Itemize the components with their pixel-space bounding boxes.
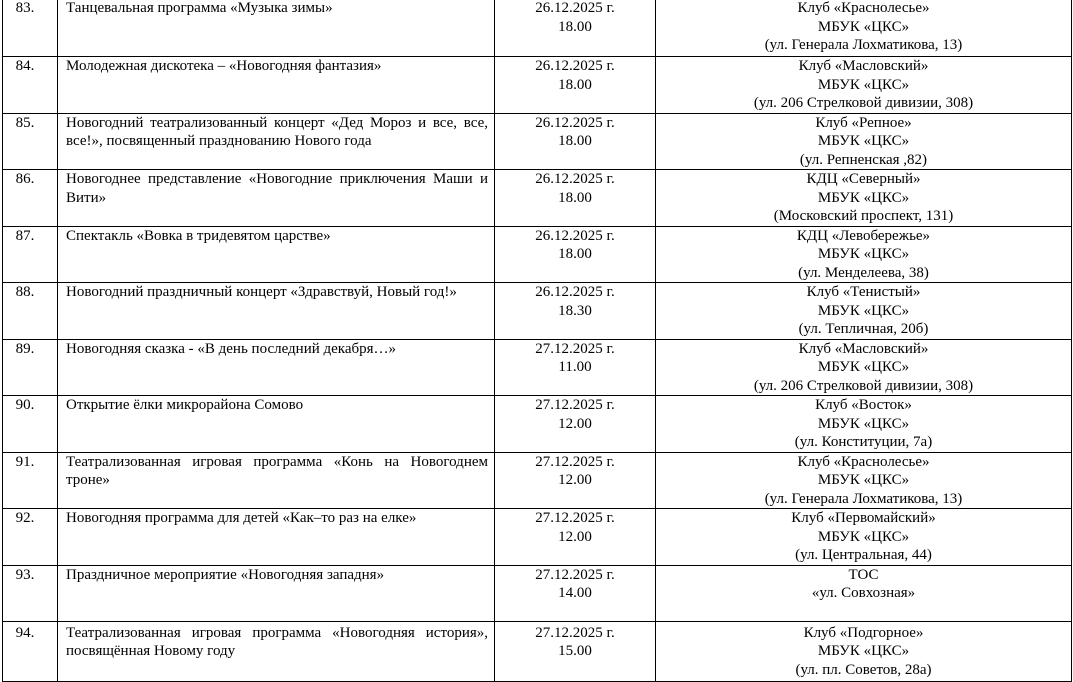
event-time: 18.30 bbox=[558, 302, 592, 319]
event-venue bbox=[656, 113, 1072, 170]
events-table-body bbox=[3, 0, 1072, 681]
venue-line: МБУК «ЦКС» bbox=[817, 189, 910, 206]
venue-line: МБУК «ЦКС» bbox=[817, 302, 910, 319]
event-time: 18.00 bbox=[558, 189, 592, 206]
venue-line: Клуб «Первомайский» bbox=[791, 510, 936, 526]
row-number: 87. bbox=[3, 226, 58, 283]
venue-line: (ул. Центральная, 44) bbox=[795, 547, 932, 563]
table-row bbox=[3, 170, 1072, 227]
event-name: Открытие ёлки микрорайона Сомово bbox=[58, 396, 495, 453]
event-name: Новогодний праздничный концерт «Здравствуй, Новый год!» bbox=[58, 283, 495, 340]
row-number: 90. bbox=[3, 396, 58, 453]
event-datetime bbox=[495, 113, 656, 170]
event-name: Молодежная дискотека – «Новогодняя фантазия» bbox=[58, 57, 495, 114]
venue-line: КДЦ «Северный» bbox=[806, 171, 921, 187]
venue-line: МБУК «ЦКС» bbox=[817, 472, 910, 488]
event-venue bbox=[656, 283, 1072, 340]
table-row bbox=[3, 565, 1072, 621]
row-number: 83. bbox=[3, 0, 58, 57]
venue-line: Клуб «Подгорное» bbox=[803, 624, 924, 641]
event-name: Театрализованная игровая программа «Конь на Новогоднем троне» bbox=[58, 452, 495, 509]
event-time: 18.00 bbox=[558, 246, 592, 262]
event-date: 26.12.2025 г. bbox=[535, 0, 615, 16]
event-time: 18.00 bbox=[558, 133, 592, 149]
event-datetime bbox=[495, 621, 656, 681]
venue-line: Клуб «Масловский» bbox=[798, 340, 929, 357]
event-time: 11.00 bbox=[558, 359, 592, 375]
venue-line: Клуб «Краснолесье» bbox=[797, 0, 930, 16]
venue-line: МБУК «ЦКС» bbox=[817, 415, 910, 432]
table-row bbox=[3, 396, 1072, 453]
venue-line: Клуб «Масловский» bbox=[798, 58, 929, 74]
venue-line: МБУК «ЦКС» bbox=[817, 76, 910, 93]
table-row bbox=[3, 339, 1072, 396]
event-date: 27.12.2025 г. bbox=[535, 340, 615, 357]
event-date: 27.12.2025 г. bbox=[535, 397, 615, 413]
event-venue bbox=[656, 57, 1072, 114]
venue-line: МБУК «ЦКС» bbox=[817, 18, 910, 35]
event-date: 27.12.2025 г. bbox=[535, 566, 615, 583]
event-datetime bbox=[495, 396, 656, 453]
event-name: Танцевальная программа «Музыка зимы» bbox=[58, 0, 495, 57]
event-venue bbox=[656, 452, 1072, 509]
row-number: 85. bbox=[3, 113, 58, 170]
venue-line: ТОС bbox=[848, 566, 879, 583]
event-venue bbox=[656, 0, 1072, 57]
row-number: 88. bbox=[3, 283, 58, 340]
event-datetime bbox=[495, 283, 656, 340]
venue-line: (ул. Генерала Лохматикова, 13) bbox=[764, 37, 963, 53]
table-row bbox=[3, 452, 1072, 509]
venue-line: МБУК «ЦКС» bbox=[817, 246, 910, 262]
event-venue bbox=[656, 565, 1072, 621]
event-datetime bbox=[495, 170, 656, 227]
row-number: 91. bbox=[3, 452, 58, 509]
venue-line: (ул. Менделеева, 38) bbox=[798, 264, 929, 281]
table-row bbox=[3, 57, 1072, 114]
event-venue bbox=[656, 621, 1072, 681]
event-name: Театрализованная игровая программа «Новогодняя история», посвящённая Новому году bbox=[58, 621, 495, 681]
event-time: 15.00 bbox=[558, 643, 592, 659]
venue-line: КДЦ «Левобережье» bbox=[796, 227, 931, 244]
venue-line: (ул. Генерала Лохматикова, 13) bbox=[764, 490, 963, 507]
event-venue bbox=[656, 396, 1072, 453]
event-time: 12.00 bbox=[558, 528, 592, 545]
event-datetime bbox=[495, 452, 656, 509]
event-time: 14.00 bbox=[558, 585, 592, 601]
venue-line: (ул. Тепличная, 20б) bbox=[798, 321, 929, 337]
event-time: 18.00 bbox=[558, 18, 592, 35]
table-row bbox=[3, 226, 1072, 283]
event-date: 26.12.2025 г. bbox=[535, 227, 615, 244]
event-date: 26.12.2025 г. bbox=[535, 114, 615, 131]
event-name: Спектакль «Вовка в тридевятом царстве» bbox=[58, 226, 495, 283]
event-time: 12.00 bbox=[558, 415, 592, 432]
venue-line: МБУК «ЦКС» bbox=[817, 643, 910, 659]
event-date: 27.12.2025 г. bbox=[535, 510, 615, 526]
event-venue bbox=[656, 170, 1072, 227]
venue-line: «ул. Совхозная» bbox=[811, 585, 916, 601]
event-datetime bbox=[495, 0, 656, 57]
event-name: Новогодняя сказка - «В день последний декабря…» bbox=[58, 339, 495, 396]
venue-line: Клуб «Восток» bbox=[815, 397, 912, 413]
table-row bbox=[3, 509, 1072, 566]
row-number: 89. bbox=[3, 339, 58, 396]
row-number: 93. bbox=[3, 565, 58, 621]
event-name: Праздничное мероприятие «Новогодняя западня» bbox=[58, 565, 495, 621]
events-table bbox=[2, 0, 1072, 682]
event-datetime bbox=[495, 509, 656, 566]
event-name: Новогодняя программа для детей «Как–то раз на елке» bbox=[58, 509, 495, 566]
row-number: 86. bbox=[3, 170, 58, 227]
event-venue bbox=[656, 226, 1072, 283]
event-date: 26.12.2025 г. bbox=[535, 171, 615, 187]
table-row bbox=[3, 0, 1072, 57]
event-time: 18.00 bbox=[558, 76, 592, 93]
table-row bbox=[3, 113, 1072, 170]
event-name: Новогодний театрализованный концерт «Дед Мороз и все, все, все!», посвященный празднованию Нового года bbox=[58, 113, 495, 170]
venue-line: МБУК «ЦКС» bbox=[817, 528, 910, 545]
row-number: 84. bbox=[3, 57, 58, 114]
event-date: 26.12.2025 г. bbox=[535, 284, 615, 300]
venue-line: (ул. пл. Советов, 28а) bbox=[795, 661, 932, 678]
venue-line: Клуб «Краснолесье» bbox=[797, 453, 930, 470]
venue-line: (ул. Конституции, 7а) bbox=[794, 434, 933, 450]
venue-line: (Московский проспект, 131) bbox=[773, 208, 954, 224]
event-name: Новогоднее представление «Новогодние приключения Маши и Вити» bbox=[58, 170, 495, 227]
event-venue bbox=[656, 509, 1072, 566]
venue-line: Клуб «Репное» bbox=[815, 114, 912, 131]
event-venue bbox=[656, 339, 1072, 396]
event-date: 27.12.2025 г. bbox=[535, 453, 615, 470]
row-number: 92. bbox=[3, 509, 58, 566]
venue-line: (ул. Репненская ,82) bbox=[799, 151, 928, 168]
venue-line: (ул. 206 Стрелковой дивизии, 308) bbox=[753, 95, 974, 111]
table-row bbox=[3, 283, 1072, 340]
event-datetime bbox=[495, 339, 656, 396]
event-datetime bbox=[495, 57, 656, 114]
event-date: 27.12.2025 г. bbox=[535, 624, 615, 641]
venue-line: МБУК «ЦКС» bbox=[817, 359, 910, 375]
event-datetime bbox=[495, 565, 656, 621]
venue-line: (ул. 206 Стрелковой дивизии, 308) bbox=[753, 377, 974, 394]
event-date: 26.12.2025 г. bbox=[535, 58, 615, 74]
row-number: 94. bbox=[3, 621, 58, 681]
event-time: 12.00 bbox=[558, 472, 592, 488]
table-row bbox=[3, 621, 1072, 681]
venue-line: МБУК «ЦКС» bbox=[817, 133, 910, 149]
venue-line: Клуб «Тенистый» bbox=[806, 284, 921, 300]
event-datetime bbox=[495, 226, 656, 283]
